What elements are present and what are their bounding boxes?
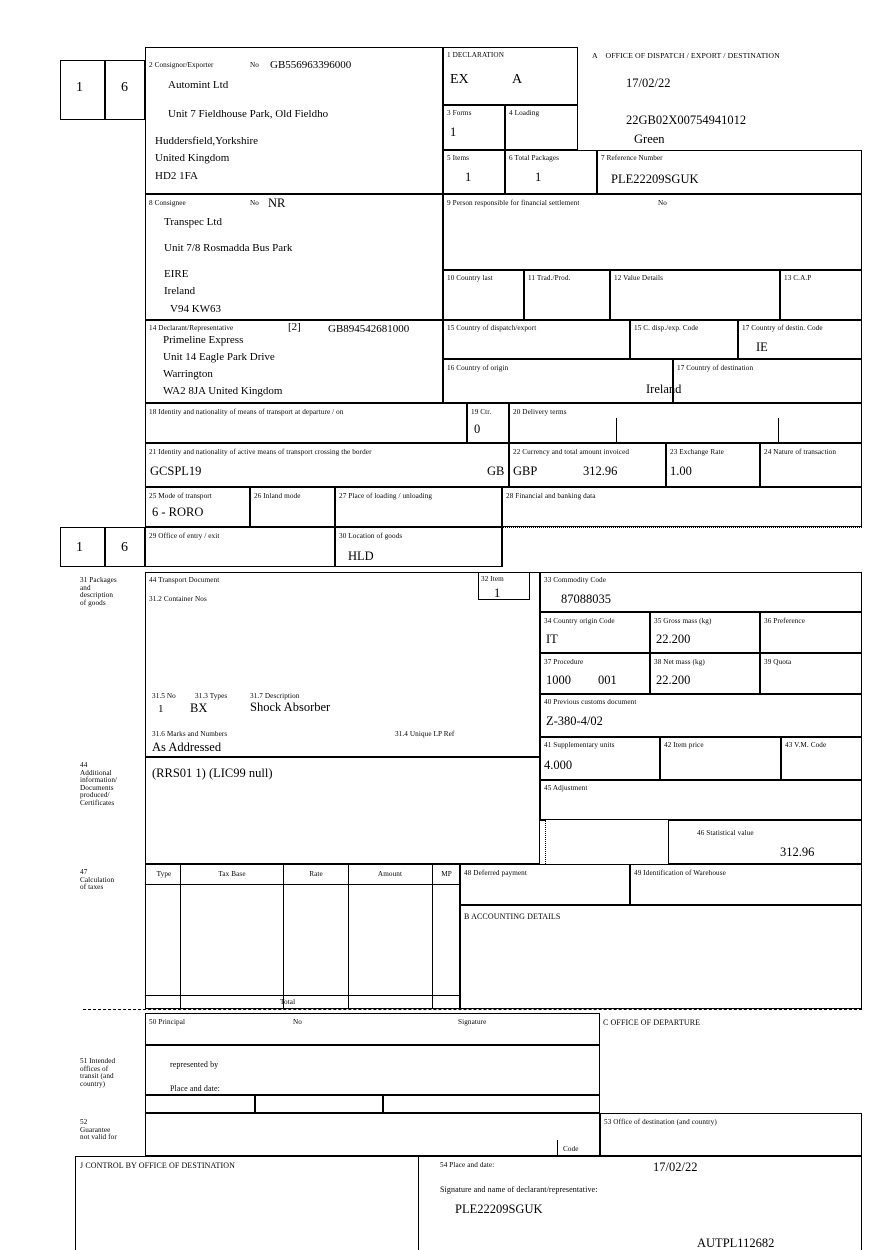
- box52-label: 52 Guarantee not valid for: [80, 1118, 117, 1142]
- box2-no-label: No: [250, 61, 259, 69]
- box14-no-value: GB894542681000: [328, 323, 410, 335]
- box46-statistical-value: [668, 820, 862, 864]
- box31-label: 31 Packages and description of goods: [80, 576, 117, 607]
- box16-label: 16 Country of origin: [447, 364, 509, 372]
- box50-label: 50 Principal: [149, 1018, 186, 1026]
- box54-auth-code: AUTPL112682: [697, 1236, 775, 1250]
- box14-line-3: Warrington: [163, 368, 213, 380]
- box51-cell-1: [145, 1095, 255, 1113]
- box47-col-divider-2: [283, 864, 284, 1009]
- box5-value: 1: [465, 170, 472, 184]
- box1-declaration-subtype: A: [512, 72, 523, 87]
- box51-label: 51 Intended offices of transit (and country): [80, 1057, 116, 1088]
- box51-cell-3: [383, 1095, 600, 1113]
- box41-value: 4.000: [544, 758, 573, 772]
- box47-col-rate: Rate: [309, 870, 323, 878]
- box54-signature-label: Signature and name of declarant/representative:: [440, 1185, 598, 1194]
- box46-value: 312.96: [780, 845, 815, 859]
- box4-label: 4 Loading: [509, 109, 540, 117]
- box49-label: 49 Identification of Warehouse: [634, 869, 726, 877]
- box17-value: Ireland: [646, 382, 682, 396]
- box48-label: 48 Deferred payment: [464, 869, 527, 877]
- box10-label: 10 Country last: [447, 274, 493, 282]
- box21-label: 21 Identity and nationality of active means of transport crossing the border: [149, 448, 372, 456]
- box51-represented-by: represented by: [170, 1060, 219, 1069]
- box8-line-5: V94 KW63: [170, 303, 222, 315]
- box32-value: 1: [494, 586, 501, 600]
- box44-value: (RRS01 1) (LIC99 null): [152, 766, 273, 780]
- box54-date: 17/02/22: [653, 1160, 698, 1174]
- box32-label: 32 Item: [481, 575, 504, 583]
- box30-label: 30 Location of goods: [339, 532, 403, 540]
- box52-code-label: Code: [563, 1145, 579, 1153]
- box8-line-1: Transpec Ltd: [164, 216, 222, 228]
- box14-line-4: WA2 8JA United Kingdom: [163, 385, 283, 397]
- box8-no-value: NR: [268, 196, 286, 210]
- box31-description-value: Shock Absorber: [250, 700, 331, 714]
- box30-right-edge: [502, 527, 503, 567]
- box47-total-label: Total: [280, 998, 296, 1006]
- box19-value: 0: [474, 422, 481, 436]
- box47-col-type: Type: [156, 870, 172, 878]
- box8-line-3: EIRE: [164, 268, 189, 280]
- box54-left-divider: [418, 1156, 419, 1250]
- box7-value: PLE22209SGUK: [611, 172, 699, 186]
- box9-label: 9 Person responsible for financial settlement: [447, 199, 580, 207]
- box47-col-divider-3: [348, 864, 349, 1009]
- box54-reference: PLE22209SGUK: [455, 1202, 543, 1216]
- box34-label: 34 Country origin Code: [544, 617, 615, 625]
- box47-total-divider: [145, 995, 460, 996]
- box8-no-label: No: [250, 199, 259, 207]
- box24-label: 24 Nature of transaction: [764, 448, 837, 456]
- box25-label: 25 Mode of transport: [149, 492, 212, 500]
- box46-label: 46 Statistical value: [697, 829, 754, 837]
- box5-label: 5 Items: [447, 154, 470, 162]
- box45-adjustment: [540, 780, 862, 820]
- box8-label: 8 Consignee: [149, 199, 186, 207]
- box7-label: 7 Reference Number: [601, 154, 663, 162]
- box31-types-value: BX: [190, 701, 208, 715]
- box23-label: 23 Exchange Rate: [670, 448, 724, 456]
- box47-calculation-taxes: [145, 864, 460, 1009]
- box31-container-label: 31.2 Container Nos: [149, 595, 207, 603]
- box31-lpref-label: 31.4 Unique LP Ref: [395, 730, 455, 738]
- box52-guarantee: [145, 1113, 600, 1156]
- box37-label: 37 Procedure: [544, 658, 584, 666]
- boxA-label: A OFFICE OF DISPATCH / EXPORT / DESTINATION: [592, 51, 780, 60]
- box36-label: 36 Preference: [764, 617, 806, 625]
- box2-line-2: Unit 7 Fieldhouse Park, Old Fieldho: [168, 108, 329, 120]
- box1-number-value: 1: [76, 80, 83, 95]
- box1-declaration-label: 1 DECLARATION: [447, 51, 504, 59]
- box45-bottom-stub: [540, 820, 545, 821]
- box1-number-value-2: 1: [76, 540, 83, 555]
- boxA-lane: Green: [634, 132, 665, 146]
- box2-line-5: HD2 1FA: [155, 170, 198, 182]
- box17a-label: 17 Country of destin. Code: [742, 324, 823, 332]
- box37-value-1: 1000: [546, 673, 571, 687]
- box30-value: HLD: [348, 549, 374, 563]
- box14-rep-code: [2]: [288, 321, 301, 333]
- section-dashed-separator: [83, 1009, 862, 1010]
- box20-divider-2: [778, 418, 779, 443]
- box17a-value: IE: [756, 340, 768, 354]
- box33-label: 33 Commodity Code: [544, 576, 606, 584]
- box35-label: 35 Gross mass (kg): [654, 617, 712, 625]
- box23-value: 1.00: [670, 464, 692, 478]
- boxJ-label: J CONTROL BY OFFICE OF DESTINATION: [80, 1161, 236, 1170]
- boxA-mrn: 22GB02X00754941012: [626, 113, 747, 127]
- box43-label: 43 V.M. Code: [785, 741, 827, 749]
- box38-value: 22.200: [656, 673, 691, 687]
- box3-label: 3 Forms: [447, 109, 472, 117]
- box27-label: 27 Place of loading / unloading: [339, 492, 433, 500]
- box35-value: 22.200: [656, 632, 691, 646]
- box50-signature-label: Signature: [458, 1018, 487, 1026]
- box31-transport-doc-label: 44 Transport Document: [149, 576, 220, 584]
- box21-value: GCSPL19: [150, 464, 202, 478]
- box14-line-1: Primeline Express: [163, 334, 244, 346]
- box47-col-amount: Amount: [377, 870, 403, 878]
- box40-value: Z-380-4/02: [546, 714, 603, 728]
- box13-label: 13 C.A.P: [784, 274, 812, 282]
- box34-value: IT: [546, 632, 558, 646]
- box8-line-4: Ireland: [164, 285, 196, 297]
- box20-divider-1: [616, 418, 617, 443]
- box2-line-4: United Kingdom: [155, 152, 230, 164]
- box41-label: 41 Supplementary units: [544, 741, 615, 749]
- boxC-label: C OFFICE OF DEPARTURE: [603, 1018, 701, 1027]
- boxA-date: 17/02/22: [626, 76, 671, 90]
- box21-nationality: GB: [487, 464, 505, 478]
- box31-no-label: 31.5 No: [152, 692, 176, 700]
- box40-label: 40 Previous customs document: [544, 698, 637, 706]
- box37-value-2: 001: [598, 673, 617, 687]
- box6-label: 6 Total Packages: [509, 154, 560, 162]
- box2-line-3: Huddersfield,Yorkshire: [155, 135, 259, 147]
- box22-currency: GBP: [513, 464, 538, 478]
- box14-line-2: Unit 14 Eagle Park Drive: [163, 351, 275, 363]
- box31-marks-value: As Addressed: [152, 740, 222, 754]
- box25-value: 6 - RORO: [152, 505, 204, 519]
- box11-label: 11 Trad./Prod.: [528, 274, 571, 282]
- box39-label: 39 Quota: [764, 658, 792, 666]
- box22-amount: 312.96: [583, 464, 618, 478]
- box31-description-label: 31.7 Description: [250, 692, 300, 700]
- box47-col-mp: MP: [441, 870, 452, 878]
- box1-declaration-type: EX: [450, 72, 469, 87]
- box6-value: 1: [535, 170, 542, 184]
- box26-label: 26 Inland mode: [254, 492, 301, 500]
- box45-label: 45 Adjustment: [544, 784, 588, 792]
- boxB-label: B ACCOUNTING DETAILS: [464, 912, 561, 921]
- box54-label: 54 Place and date:: [440, 1161, 495, 1169]
- box44-label: 44 Additional information/ Documents produced/ Certificates: [80, 761, 118, 807]
- box51-cell-2: [255, 1095, 383, 1113]
- box8-line-2: Unit 7/8 Rosmadda Bus Park: [164, 242, 293, 254]
- box50-no-label: No: [293, 1018, 302, 1026]
- box22-label: 22 Currency and total amount invoiced: [513, 448, 630, 456]
- box47-col-tax-base: Tax Base: [218, 870, 246, 878]
- box1-code-value: 6: [121, 80, 128, 95]
- box47-col-divider-1: [180, 864, 181, 1009]
- box51-place-and-date: Place and date:: [170, 1084, 220, 1093]
- box1-code-value-2: 6: [121, 540, 128, 555]
- box47-col-divider-4: [432, 864, 433, 1009]
- box2-label: 2 Consignor/Exporter: [149, 61, 214, 69]
- box18-label: 18 Identity and nationality of means of transport at departure / on: [149, 408, 344, 416]
- box33-value: 87088035: [561, 592, 611, 606]
- box2-no-value: GB556963396000: [270, 59, 352, 71]
- box38-label: 38 Net mass (kg): [654, 658, 705, 666]
- box19-label: 19 Ctr.: [471, 408, 492, 416]
- box28-label: 28 Financial and banking data: [506, 492, 596, 500]
- box42-label: 42 Item price: [664, 741, 704, 749]
- box3-value: 1: [450, 125, 457, 139]
- box31-marks-label: 31.6 Marks and Numbers: [152, 730, 228, 738]
- box47-header-divider: [145, 884, 460, 885]
- box31-no-value: 1: [158, 703, 164, 715]
- box29-label: 29 Office of entry / exit: [149, 532, 220, 540]
- box20-label: 20 Delivery terms: [513, 408, 567, 416]
- box2-line-1: Automint Ltd: [168, 79, 229, 91]
- box8-consignee: [145, 194, 443, 320]
- box45-46-dotted-divider: [545, 820, 546, 864]
- box15-label: 15 Country of dispatch/export: [447, 324, 537, 332]
- box14-label: 14 Declarant/Representative: [149, 324, 234, 332]
- box15a-label: 15 C. disp./exp. Code: [634, 324, 699, 332]
- box50-principal: [145, 1013, 600, 1045]
- box31-types-label: 31.3 Types: [195, 692, 228, 700]
- box47-label: 47 Calculation of taxes: [80, 868, 115, 892]
- box53-label: 53 Office of destination (and country): [604, 1118, 717, 1126]
- box17-label: 17 Country of destination: [677, 364, 754, 372]
- box12-label: 12 Value Details: [614, 274, 663, 282]
- box9-no-label: No: [658, 199, 667, 207]
- box52-code-divider: [557, 1140, 558, 1156]
